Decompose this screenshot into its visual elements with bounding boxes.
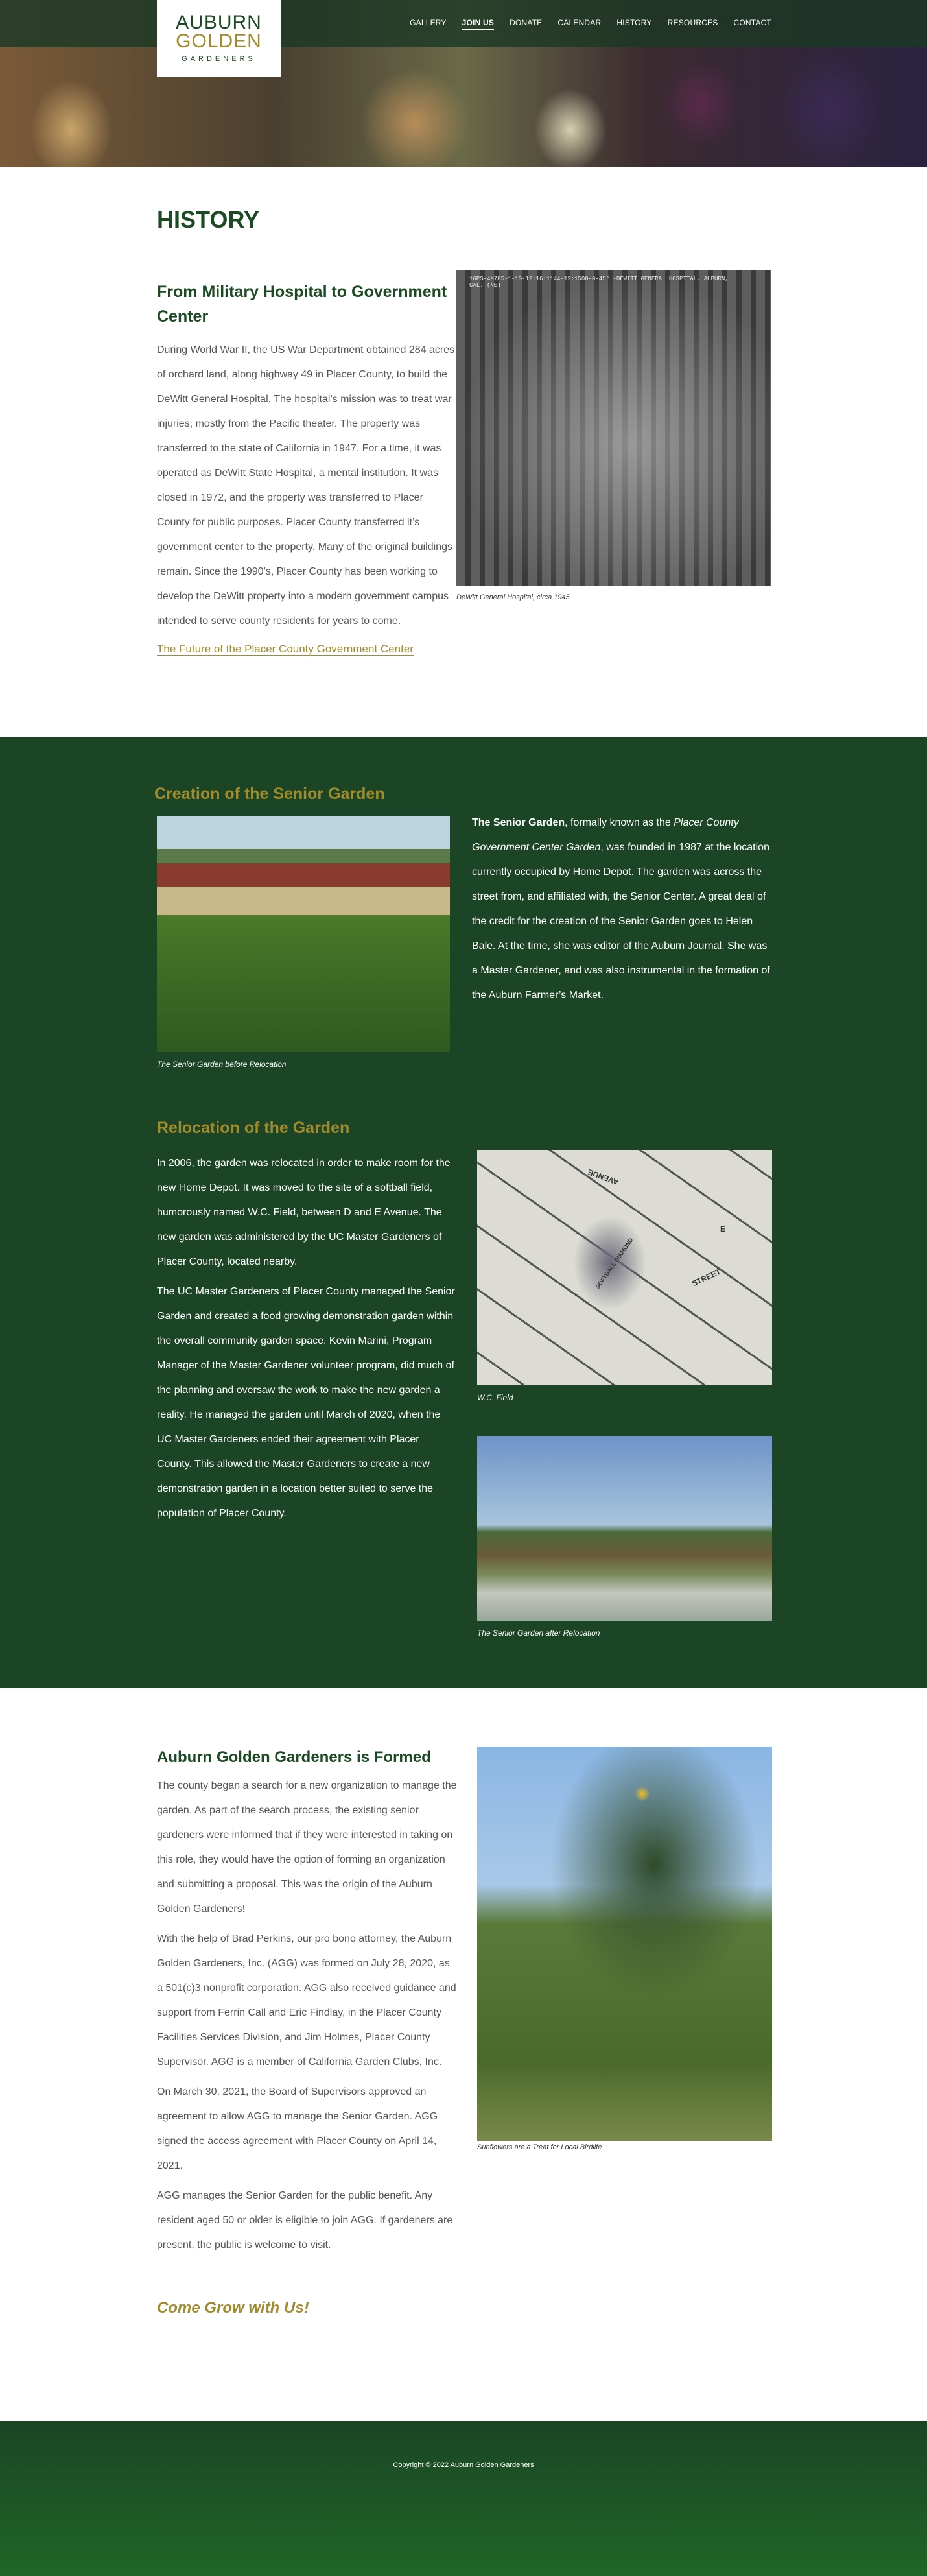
sunflower-photo xyxy=(477,1747,772,2141)
section-body: With the help of Brad Perkins, our pro bono attorney, the Auburn Golden Gardeners, Inc. (AGG) was formed on July 28, 2020, as a 501(c)3 nonprofit corporation. AGG also received guidance and support from Ferrin Call and Eric Findlay, in the Placer County Facilities Services Division, and Jim Holmes, Placer County Supervisor. AGG is a member of California Garden Clubs, Inc. xyxy=(157,1933,456,2068)
main-nav xyxy=(410,18,771,30)
photo-inscription: 16PS-4M785-1-10-12:16:1144-12:1500-0-45° -DEWITT GENERAL HOSPITAL, AUBURN, CAL. (NE) xyxy=(469,276,729,289)
nav-contact[interactable]: CONTACT xyxy=(733,18,771,27)
site-logo[interactable] xyxy=(157,0,281,77)
section-title: Creation of the Senior Garden xyxy=(154,785,385,803)
section-title: Auburn Golden Gardeners is Formed xyxy=(157,1748,431,1766)
section-military-hospital xyxy=(0,167,927,737)
section-senior-garden xyxy=(0,737,927,1688)
garden-before-photo xyxy=(157,816,450,1052)
nav-join-us[interactable]: JOIN US xyxy=(462,18,494,30)
nav-gallery[interactable]: GALLERY xyxy=(410,18,447,27)
logo-line-1: AUBURN xyxy=(176,12,262,33)
section-body: On March 30, 2021, the Board of Supervisors approved an agreement to allow AGG to manage the Senior Garden. AGG signed the access agreement with Placer County on April 14, 2021. xyxy=(157,2086,438,2171)
government-center-link[interactable]: The Future of the Placer County Government Center xyxy=(157,643,414,655)
nav-calendar[interactable]: CALENDAR xyxy=(557,18,602,27)
map-label: E xyxy=(720,1224,726,1234)
section-title: From Military Hospital to Government Center xyxy=(157,283,447,326)
section-title: Relocation of the Garden xyxy=(157,1119,350,1137)
bold-text: The Senior Garden xyxy=(472,817,565,828)
garden-after-photo xyxy=(477,1436,772,1621)
nav-history[interactable]: HISTORY xyxy=(616,18,652,27)
italic-text: Placer County Government Center Garden xyxy=(472,817,739,853)
section-body: AGG manages the Senior Garden for the public benefit. Any resident aged 50 or older is eligible to join AGG. If gardeners are present, the public is welcome to visit. xyxy=(157,2190,453,2250)
page-title: HISTORY xyxy=(157,206,260,233)
section-body: In 2006, the garden was relocated in order to make room for the new Home Depot. It was moved to the site of a softball field, humorously named W.C. Field, between D and E Avenue. The new garden was administered by the UC Master Gardeners of Placer County, located nearby. xyxy=(157,1158,451,1267)
cta-heading: Come Grow with Us! xyxy=(157,2299,309,2317)
photo-caption: The Senior Garden after Relocation xyxy=(477,1628,600,1638)
logo-line-2: GOLDEN xyxy=(176,30,262,52)
photo-caption: The Senior Garden before Relocation xyxy=(157,1060,287,1069)
dewitt-hospital-photo xyxy=(456,270,771,586)
section-agg-formed xyxy=(0,1688,927,2421)
section-body: The UC Master Gardeners of Placer County managed the Senior Garden and created a food growing demonstration garden within the overall community garden space. Kevin Marini, Program Manager of the Master Gardener volunteer program, did much of the planning and oversaw the work to make the new garden a reality. He managed the garden until March of 2020, when the UC Master Gardeners ended their agreement with Placer County. This allowed the Master Gardeners to create a new demonstration garden in a location better suited to serve the population of Placer County. xyxy=(157,1286,455,1519)
copyright-text: Copyright © 2022 Auburn Golden Gardeners xyxy=(393,2461,534,2469)
body-text: , was founded in 1987 at the location currently occupied by Home Depot. The garden was across the street from, and affiliated with, the Senior Center. A great deal of the credit for the creation of the Senior Garden goes to Helen Bale. At the time, she was editor of the Auburn Journal. She was a Master Gardener, and was also instrumental in the formation of the Auburn Farmer’s Market. xyxy=(472,842,770,1001)
section-body: During World War II, the US War Department obtained 284 acres of orchard land, along highway 49 in Placer County, to build the DeWitt General Hospital. The hospital’s mission was to treat war injuries, mostly from the Pacific theater. The property was transferred to the state of California in 1947. For a time, it was operated as DeWitt State Hospital, a mental institution. It was closed in 1972, and the property was transferred to Placer County for public purposes. Placer County transferred it’s government center to the property. Many of the original buildings remain. Since the 1990’s, Placer County has been working to develop the DeWitt property into a modern government campus intended to serve county residents for years to come. xyxy=(157,344,455,626)
map-label: STREET xyxy=(690,1267,723,1289)
section-body xyxy=(472,811,773,1008)
hero-banner xyxy=(0,0,927,167)
nav-donate[interactable]: DONATE xyxy=(510,18,543,27)
map-label: AVENUE xyxy=(587,1167,620,1187)
photo-caption: Sunflowers are a Treat for Local Birdlife xyxy=(477,2143,602,2151)
nav-resources[interactable]: RESOURCES xyxy=(667,18,718,27)
logo-line-3: GARDENERS xyxy=(182,55,256,63)
section-body: The county began a search for a new organization to manage the garden. As part of the search process, the existing senior gardeners were informed that if they were interested in taking on this role, they would have the option of forming an organization and submitting a proposal. This was the origin of the Auburn Golden Gardeners! xyxy=(157,1780,457,1914)
photo-caption: DeWitt General Hospital, circa 1945 xyxy=(456,593,570,601)
wc-field-map xyxy=(477,1150,772,1385)
map-label: SOFTBALL DIAMOND xyxy=(594,1236,635,1291)
site-footer xyxy=(0,2421,927,2576)
photo-caption: W.C. Field xyxy=(477,1393,513,1402)
body-text: , formally known as the xyxy=(565,817,674,828)
